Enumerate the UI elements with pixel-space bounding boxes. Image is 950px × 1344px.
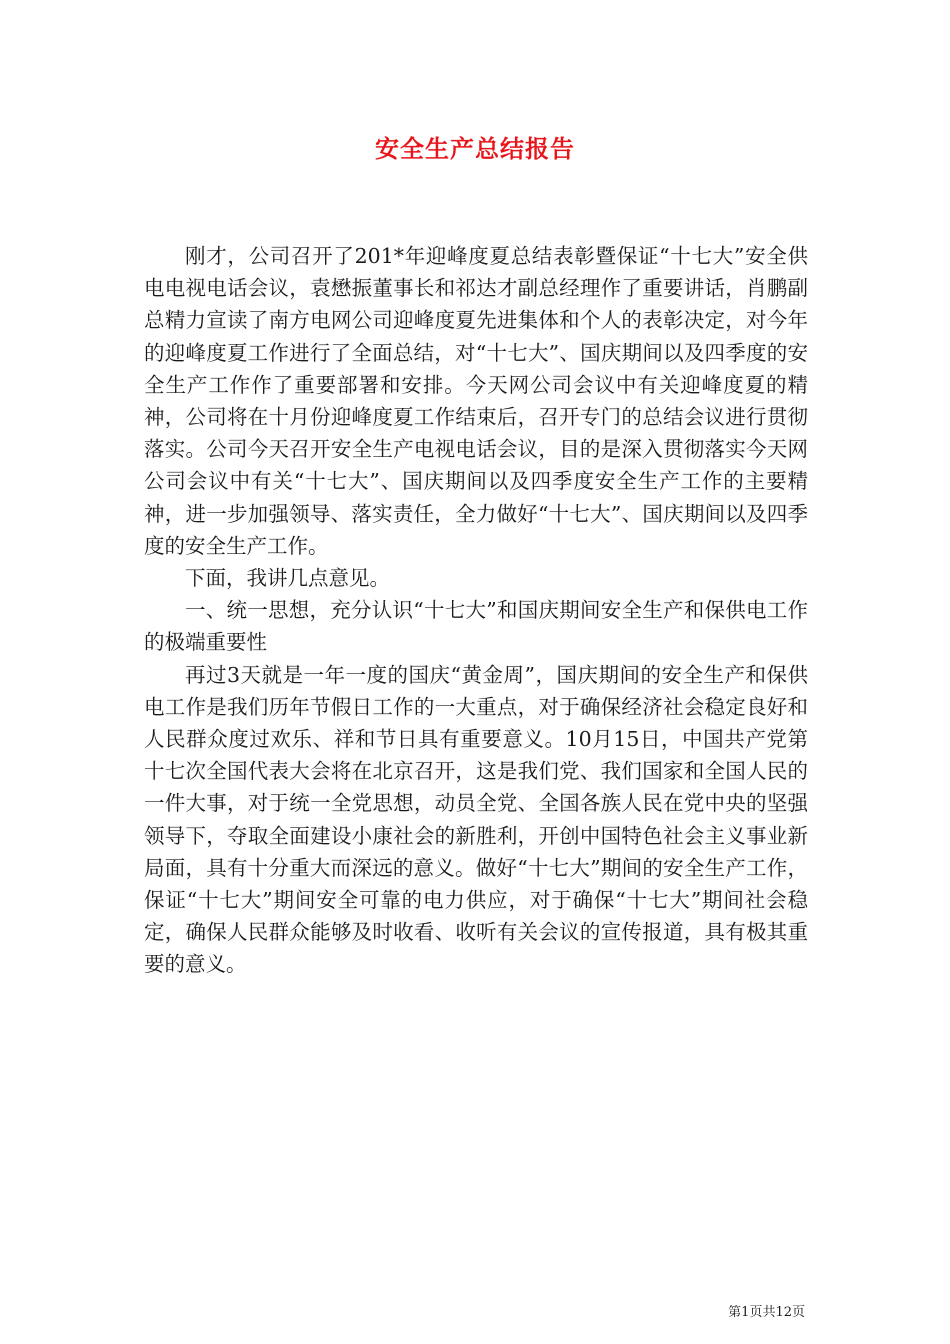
document-title: 安全生产总结报告 [375,134,575,163]
paragraph-opening: 刚才，公司召开了201*年迎峰度夏总结表彰暨保证“十七大”安全供电电视电话会议，袁懋振董事长和祁达才副总经理作了重要讲话，肖鹏副总精力宣读了南方电网公司迎峰度夏先进集体和个人的表彰决定，对今年的迎峰度夏工作进行了全面总结，对“十七大”、国庆期间以及四季度的安全生产工作作了重要部署和安排。今天网公司会议中有关迎峰度夏的精神，公司将在十月份迎峰度夏工作结束后，召开专门的总结会议进行贯彻落实。公司今天召开安全生产电视电话会议，目的是深入贯彻落实今天网公司会议中有关“十七大”、国庆期间以及四季度安全生产工作的主要精神，进一步加强领导、落实责任，全力做好“十七大”、国庆期间以及四季度的安全生产工作。 [144,244,808,558]
paragraph-intro-points: 下面，我讲几点意见。 [185,566,390,591]
document-body [144,240,808,981]
page-number: 第1页共12页 [728,1305,805,1320]
paragraph-national-day: 再过3天就是一年一度的国庆“黄金周”，国庆期间的安全生产和保供电工作是我们历年节假日工作的一大重点，对于确保经济社会稳定良好和人民群众度过欢乐、祥和节日具有重要意义。10月15日，中国共产党第十七次全国代表大会将在北京召开，这是我们党、我们国家和全国人民的一件大事，对于统一全党思想，动员全党、全国各族人民在党中央的坚强领导下，夺取全面建设小康社会的新胜利，开创中国特色社会主义事业新局面，具有十分重大而深远的意义。做好“十七大”期间的安全生产工作，保证“十七大”期间安全可靠的电力供应，对于确保“十七大”期间社会稳定，确保人民群众能够及时收看、收听有关会议的宣传报道，具有极其重要的意义。 [144,662,808,977]
section-heading-1: 一、统一思想，充分认识“十七大”和国庆期间安全生产和保供电工作的极端重要性 [144,598,808,655]
